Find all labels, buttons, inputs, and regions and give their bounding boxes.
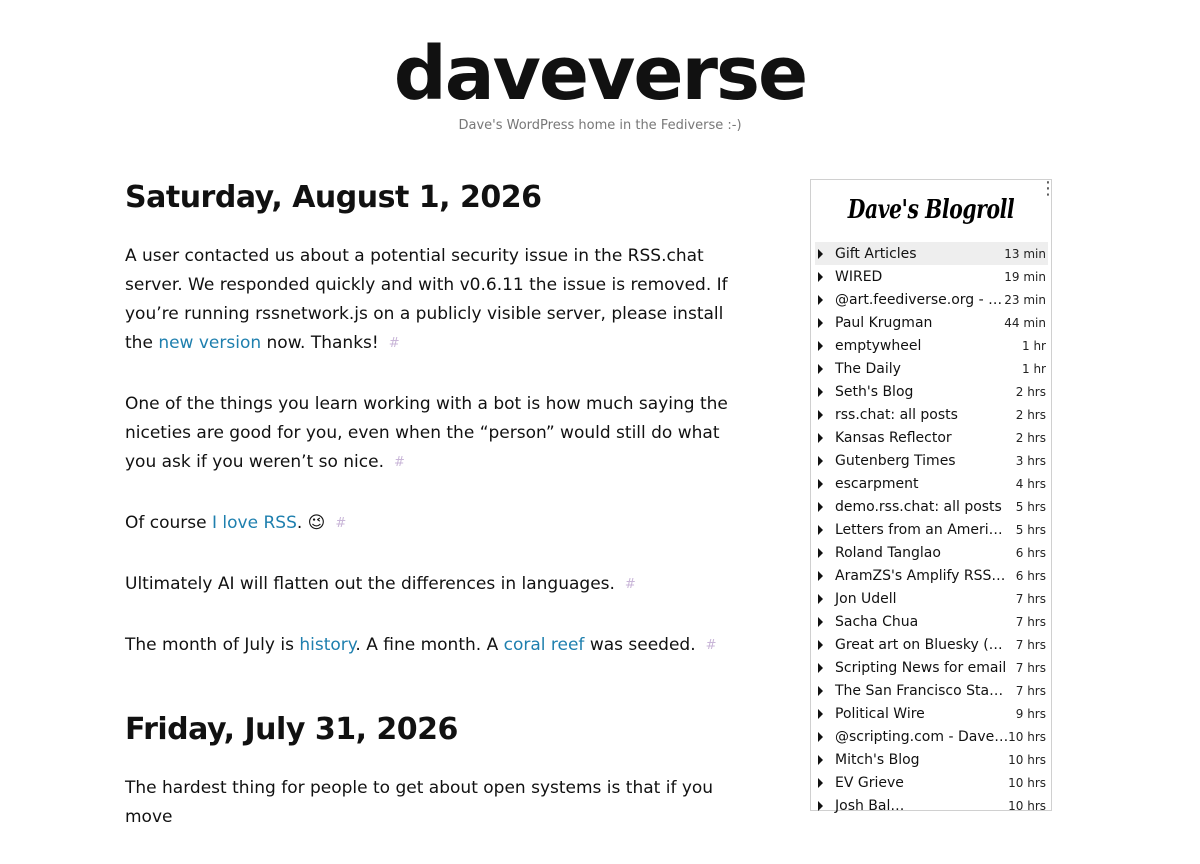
expand-triangle-icon[interactable] — [818, 778, 823, 788]
blogroll-item-name: Paul Krugman — [835, 314, 933, 331]
expand-triangle-icon[interactable] — [818, 410, 823, 420]
blogroll-item[interactable] — [815, 564, 1048, 587]
blogroll-item[interactable] — [815, 472, 1048, 495]
blogroll-item-name: Kansas Reflector — [835, 429, 952, 446]
expand-triangle-icon[interactable] — [818, 525, 823, 535]
post-text: Ultimately AI will flatten out the differences in languages. — [125, 574, 615, 594]
expand-triangle-icon[interactable] — [818, 318, 823, 328]
blogroll-item-time: 10 hrs — [1008, 798, 1046, 813]
blogroll-item-name: Scripting News for email — [835, 659, 1007, 676]
blogroll-item[interactable] — [815, 725, 1048, 748]
blogroll-item-time: 5 hrs — [1015, 499, 1046, 514]
expand-triangle-icon[interactable] — [818, 663, 823, 673]
blogroll-item-time: 7 hrs — [1015, 614, 1046, 629]
day-title[interactable]: Saturday, August 1, 2026 — [125, 180, 542, 215]
blogroll-item-name: @scripting.com - Dave… — [835, 728, 1009, 745]
expand-triangle-icon[interactable] — [818, 801, 823, 811]
blogroll-item[interactable] — [815, 380, 1048, 403]
blogroll-item-name: demo.rss.chat: all posts — [835, 498, 1002, 515]
blogroll-item-time: 10 hrs — [1008, 775, 1046, 790]
site-tagline: Dave's WordPress home in the Fediverse :-) — [458, 118, 742, 133]
expand-triangle-icon[interactable] — [818, 686, 823, 696]
blogroll-item-name: Sacha Chua — [835, 613, 919, 630]
blogroll-item[interactable] — [815, 357, 1048, 380]
blogroll-item-time: 6 hrs — [1015, 545, 1046, 560]
expand-triangle-icon[interactable] — [818, 272, 823, 282]
blogroll-item[interactable] — [815, 610, 1048, 633]
post-text: now. Thanks! — [261, 333, 379, 353]
blogroll-item[interactable] — [815, 702, 1048, 725]
permalink-hash[interactable]: # — [393, 455, 405, 470]
post-text: was seeded. — [584, 635, 696, 655]
site-header — [0, 30, 1200, 133]
expand-triangle-icon[interactable] — [818, 709, 823, 719]
blogroll-item[interactable] — [815, 288, 1048, 311]
expand-triangle-icon[interactable] — [818, 295, 823, 305]
blogroll-item-name: Gift Articles — [835, 245, 917, 262]
post-text: One of the things you learn working with a bot is how much saying the niceties are good for you, even when the “person” would still do what you ask if you weren’t so nice. — [125, 394, 728, 472]
blogroll-item-time: 7 hrs — [1015, 591, 1046, 606]
day-section — [125, 176, 750, 660]
blogroll-item-name: Roland Tanglao — [835, 544, 941, 561]
blogroll-item-time: 7 hrs — [1015, 660, 1046, 675]
expand-triangle-icon[interactable] — [818, 732, 823, 742]
post-link[interactable]: history — [299, 635, 356, 655]
blogroll-item-name: Josh Bal… — [835, 797, 905, 814]
expand-triangle-icon[interactable] — [818, 456, 823, 466]
blogroll-item-name: escarpment — [835, 475, 919, 492]
post-link[interactable]: new version — [158, 333, 262, 353]
day-title[interactable]: Friday, July 31, 2026 — [125, 712, 458, 747]
permalink-hash[interactable]: # — [388, 336, 400, 351]
post-link[interactable]: coral reef — [503, 635, 585, 655]
post-paragraph — [125, 631, 750, 660]
blogroll-item[interactable] — [815, 748, 1048, 771]
blogroll-item-time: 2 hrs — [1015, 430, 1046, 445]
expand-triangle-icon[interactable] — [818, 364, 823, 374]
blogroll-list — [815, 242, 1048, 817]
post-text: . 😉 — [296, 513, 326, 533]
blogroll-item[interactable] — [815, 334, 1048, 357]
blogroll-item[interactable] — [815, 633, 1048, 656]
permalink-hash[interactable]: # — [624, 577, 636, 592]
blogroll-item[interactable] — [815, 426, 1048, 449]
blogroll-panel — [810, 178, 1057, 814]
blogroll-item-time: 7 hrs — [1015, 637, 1046, 652]
blogroll-item-name: The Daily — [835, 360, 901, 377]
permalink-hash[interactable]: # — [335, 516, 347, 531]
post-text: The month of July is — [125, 635, 300, 655]
blogroll-item[interactable] — [815, 311, 1048, 334]
expand-triangle-icon[interactable] — [818, 594, 823, 604]
blogroll-item-name: rss.chat: all posts — [835, 406, 958, 423]
post-text: Of course — [125, 513, 213, 533]
blogroll-item-time: 7 hrs — [1015, 683, 1046, 698]
blogroll-item[interactable] — [815, 403, 1048, 426]
post-text: The hardest thing for people to get about open systems is that if you move — [125, 778, 714, 827]
expand-triangle-icon[interactable] — [818, 479, 823, 489]
blogroll-item-time: 44 min — [1004, 315, 1046, 330]
blogroll-item[interactable] — [815, 587, 1048, 610]
expand-triangle-icon[interactable] — [818, 617, 823, 627]
main-content — [125, 176, 750, 864]
expand-triangle-icon[interactable] — [818, 341, 823, 351]
permalink-hash[interactable]: # — [705, 638, 717, 653]
blogroll-item[interactable] — [815, 794, 1048, 817]
post-paragraph — [125, 570, 750, 599]
blogroll-title: Dave's Blogroll — [847, 195, 1015, 225]
blogroll-item-name: @art.feediverse.org - … — [835, 291, 1003, 308]
blogroll-item-time: 10 hrs — [1008, 729, 1046, 744]
expand-triangle-icon[interactable] — [818, 548, 823, 558]
blogroll-item-time: 5 hrs — [1015, 522, 1046, 537]
blogroll-item[interactable] — [815, 771, 1048, 794]
blogroll-item-time: 19 min — [1004, 269, 1046, 284]
blogroll-item-time: 6 hrs — [1015, 568, 1046, 583]
blogroll-item[interactable] — [815, 495, 1048, 518]
blogroll-item[interactable] — [815, 265, 1048, 288]
blogroll-item[interactable] — [815, 541, 1048, 564]
blogroll-item-name: Great art on Bluesky (… — [835, 636, 1003, 653]
day-section — [125, 708, 750, 832]
blogroll-item[interactable] — [815, 656, 1048, 679]
expand-triangle-icon[interactable] — [818, 249, 823, 259]
expand-triangle-icon[interactable] — [818, 571, 823, 581]
blogroll-item-time: 13 min — [1004, 246, 1046, 261]
blogroll-item-name: The San Francisco Sta… — [835, 682, 1004, 699]
blogroll-item-name: Jon Udell — [835, 590, 897, 607]
expand-triangle-icon[interactable] — [818, 755, 823, 765]
site-title[interactable]: daveverse — [393, 31, 807, 117]
vertical-dots-icon[interactable]: ⋮ — [1039, 178, 1057, 199]
blogroll-item-time: 1 hr — [1022, 361, 1046, 376]
blogroll-item-name: Mitch's Blog — [835, 751, 920, 768]
blogroll-item[interactable] — [815, 679, 1048, 702]
blogroll-item-name: EV Grieve — [835, 774, 904, 791]
post-text: . A fine month. A — [355, 635, 504, 655]
blogroll-item-name: WIRED — [835, 268, 883, 285]
blogroll-item-time: 4 hrs — [1015, 476, 1046, 491]
blogroll-item-time: 9 hrs — [1015, 706, 1046, 721]
post-text: A user contacted us about a potential security issue in the RSS.chat server. We responded quickly and with v0.6.11 the issue is removed. If you’re running rssnetwork.js on a publicly visible server, please install the — [125, 246, 728, 353]
blogroll-item-name: emptywheel — [835, 337, 922, 354]
blogroll-item-name: Gutenberg Times — [835, 452, 956, 469]
expand-triangle-icon[interactable] — [818, 640, 823, 650]
blogroll-item-name: AramZS's Amplify RSS… — [835, 567, 1006, 584]
blogroll-item-name: Political Wire — [835, 705, 925, 722]
blogroll-item-time: 10 hrs — [1008, 752, 1046, 767]
blogroll-item-time: 1 hr — [1022, 338, 1046, 353]
blogroll-item-time: 3 hrs — [1015, 453, 1046, 468]
expand-triangle-icon[interactable] — [818, 433, 823, 443]
blogroll-item-time: 23 min — [1004, 292, 1046, 307]
blogroll-item[interactable] — [815, 242, 1048, 265]
post-paragraph — [125, 242, 750, 358]
blogroll-item-name: Seth's Blog — [835, 383, 914, 400]
post-link[interactable]: I love RSS — [212, 513, 297, 533]
expand-triangle-icon[interactable] — [818, 387, 823, 397]
blogroll-item-name: Letters from an Ameri… — [835, 521, 1003, 538]
blogroll-item-time: 2 hrs — [1015, 384, 1046, 399]
post-paragraph — [125, 774, 750, 832]
blogroll-item[interactable] — [815, 449, 1048, 472]
post-paragraph — [125, 390, 750, 477]
blogroll-item[interactable] — [815, 518, 1048, 541]
post-paragraph — [125, 509, 750, 538]
expand-triangle-icon[interactable] — [818, 502, 823, 512]
blogroll-item-time: 2 hrs — [1015, 407, 1046, 422]
